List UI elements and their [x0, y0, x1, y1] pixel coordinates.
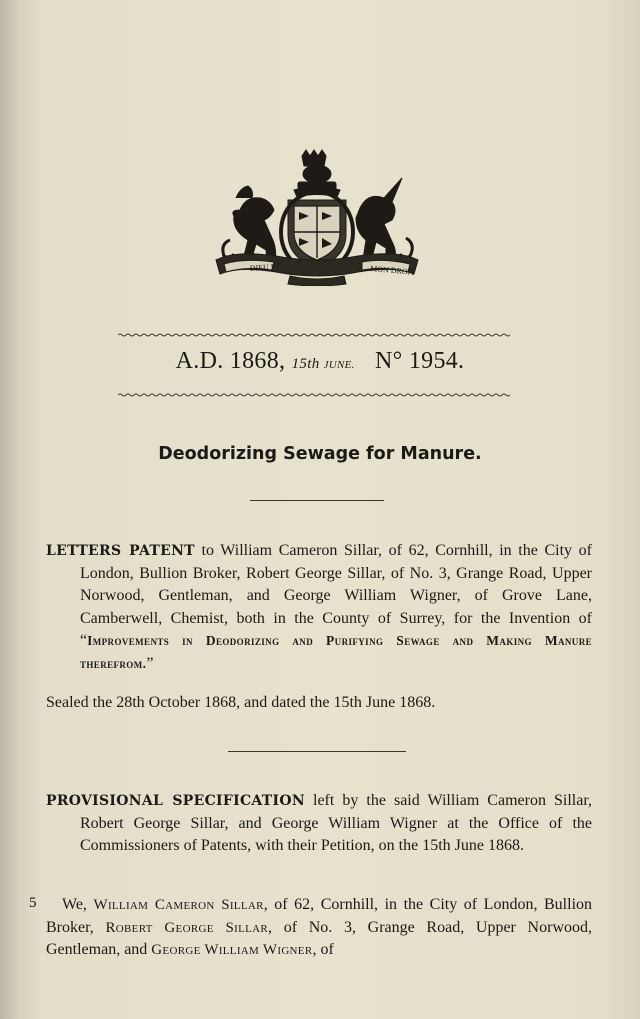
line-number: 5: [29, 895, 37, 911]
letters-patent-text: to William Cameron Sillar, of 62, Cornhill, in the City of London, Bullion Broker, Robert George Sillar, of No. 3, Grange Road, Upper Norwood, Gentleman, and George William Wigner, of Grove Lane, Camberwell, Chemist, both in the County of Surrey, for the Invention of “: [80, 542, 592, 650]
date-day: 15th: [291, 356, 320, 372]
patent-number: N° 1954.: [375, 348, 465, 374]
letters-patent-paragraph: [46, 540, 592, 676]
letters-patent-close: ”: [146, 654, 154, 672]
divider-2: [228, 751, 406, 752]
sealed-line: Sealed the 28th October 1868, and dated the 15th June 1868.: [46, 694, 436, 711]
decorative-rule-bottom: [118, 392, 510, 398]
specification-opening: [46, 894, 592, 962]
we-text: We,: [62, 896, 94, 913]
patent-title: Deodorizing Sewage for Manure.: [158, 444, 482, 464]
inventor-name-3: George William Wigner: [151, 942, 313, 959]
inventor-name-1: William Cameron Sillar: [93, 897, 264, 913]
body-text-2: , of No. 3, Grange Road, Upper Norwood, Gentleman, and: [46, 918, 592, 959]
svg-text:DIEU ET: DIEU ET: [249, 261, 281, 273]
body-text-1: , of 62, Cornhill, in the City of London, Bullion Broker,: [46, 896, 593, 936]
invention-title: Improvements in Deodorizing and Purifying Sewage and Making Manure therefrom.: [80, 633, 592, 671]
body-text-3: , of: [312, 941, 334, 959]
letters-patent-lead: LETTERS PATENT: [46, 543, 195, 559]
inventor-name-2: Robert George Sillar: [105, 919, 268, 936]
year: A.D. 1868,: [175, 348, 286, 374]
divider-1: [250, 500, 384, 501]
date-month: JUNE.: [323, 359, 355, 371]
provisional-text: left by the said William Cameron Sillar, Robert George Sillar, and George William Wigner at the Office of the Commissioners of Patents, with their Petition, on the 15th June 1868.: [80, 792, 593, 855]
svg-text:MON DROIT: MON DROIT: [369, 264, 416, 277]
royal-coat-of-arms-icon: [210, 148, 424, 286]
provisional-paragraph: [46, 790, 592, 858]
provisional-lead: PROVISIONAL SPECIFICATION: [46, 793, 305, 809]
date: [292, 356, 355, 372]
decorative-rule-top: [118, 332, 510, 338]
patent-heading: [0, 348, 640, 375]
